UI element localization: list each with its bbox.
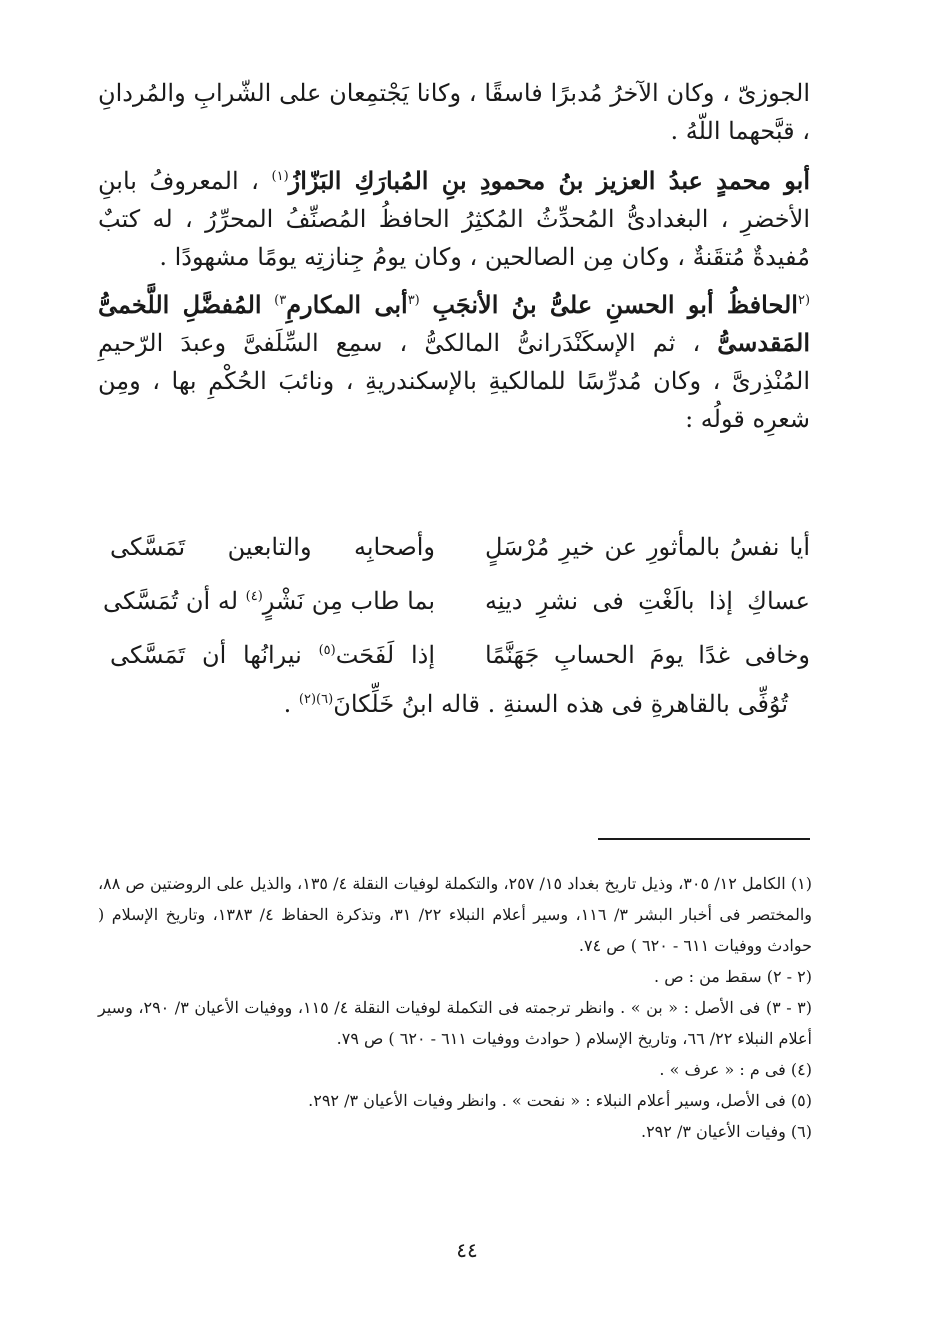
footnotes [98,868,812,1147]
footnote-ref-5: (٥) [318,643,336,658]
paragraph-1: الجوزىّ ، وكان الآخرُ مُدبرًا فاسقًا ، وكانا يَجْتمِعان على الشّرابِ والمُردانِ ، قبَّحهما اللّهُ . [98,79,810,145]
verse-3-second-part-b: نيرانُها أن تَمَسَّكى [110,641,302,669]
biography-text-ali: ، ثم الإسكَنْدَرانىُّ المالكىُّ ، سمِع السِّلَفىَّ وعبدَ الرّحيمِ المُنْذِرىَّ ، وكان مُدرِّسًا للمالكيةِ بالإسكندريةِ ، ونائبَ الحُكْمِ بها ، ومِن شعرِه قولُه : [98,329,810,433]
closing-line [98,690,810,718]
biography-text-abdulaziz: ، المعروفُ بابنِ الأخضرِ ، البغدادىُّ المُحدِّثُ المُكثِرُ الحافظُ المُصنِّفُ المحرِّرُ ، له كتبٌ مُفيدةٌ مُتقَنةٌ ، وكان مِن الصالحين ، وكان يومُ جِنازتِه يومًا مشهودًا . [98,167,810,271]
footnote-ref-3-close: ٣) [274,293,287,308]
verse-2-second-hemistich [103,587,435,615]
verse-1-first-hemistich: أيا نفسُ بالمأثورِ عن خيرِ مُرْسَلٍ [485,533,810,561]
paragraph-3 [98,286,810,438]
verse-1-second-hemistich: وأصحابِه والتابعين تَمَسَّكى [110,533,435,561]
footnote-1: (١) الكامل ١٢/ ٣٠٥، وذيل تاريخ بغداد ١٥/ ٢٥٧، والتكملة لوفيات النقلة ٤/ ١٣٥، والذيل على الروضتين ص ٨٨، والمختصر فى أخبار البشر ٣/ ١١٦، وسير أعلام النبلاء ٢٢/ ٣١، وتذكرة الحفاظ ٤/ ١٣٨٣، وتاريخ الإسلام ( حوادث ووفيات ٦١١ - ٦٢٠ ) ص ٧٤. [98,874,813,955]
poem-verse-3 [110,628,810,682]
poem-verse-2 [103,574,810,628]
poem-verse-1 [110,520,810,574]
page-number: ٤٤ [456,1238,478,1262]
biography-name-ali-b: أبى المكارمِ [286,290,408,319]
closing-text: تُوُفِّى بالقاهرةِ فى هذه السنةِ . قاله ابنُ خَلِّكانَ [333,690,788,718]
footnote-ref-3-open: (٣ [407,293,420,308]
biography-name-ali-c: المُفضَّلِ اللَّخمىُّ المَقدسىُّ [98,290,810,357]
main-text [98,74,810,448]
paragraph-2 [98,162,810,276]
verse-3-second-hemistich [110,641,435,669]
footnote-6: (٦) وفيات الأعيان ٣/ ٢٩٢. [640,1122,812,1141]
footnote-ref-1: (١) [271,169,289,184]
verse-2-second-part-a: بما طاب مِن نَشْرٍ [262,587,435,615]
footnote-ref-6: (٦)(٢) [298,692,334,707]
footnote-5: (٥) فى الأصل، وسير أعلام النبلاء : « نفحت » . وانظر وفيات الأعيان ٣/ ٢٩٢. [308,1091,812,1110]
biography-name-ali-a: الحافظُ أبو الحسنِ علىُّ بنُ الأنجَبِ [432,290,798,319]
footnote-ref-4: (٤) [245,589,263,604]
biography-name-abdulaziz: أبو محمدٍ عبدُ العزيز بنُ محمودِ بنِ المُبارَكِ البَزّازُ [288,166,810,195]
verse-3-second-part-a: إذا لَفَحَت [335,641,435,669]
closing-period: . [283,690,292,718]
footnote-2: (٢ - ٢) سقط من : ص . [654,967,812,986]
footnote-4: (٤) فى م : « عرف » . [659,1060,812,1079]
verse-2-first-hemistich: عساكِ إذا بالَغْتِ فى نشرِ دينِه [485,587,810,615]
footnote-3: (٣ - ٣) فى الأصل : « بن » . وانظر ترجمته فى التكملة لوفيات النقلة ٤/ ١١٥، ووفيات الأعيان ٣/ ٢٩٠، وسير أعلام النبلاء ٢٢/ ٦٦، وتاريخ الإسلام ( حوادث ووفيات ٦١١ - ٦٢٠ ) ص ٧٩. [98,998,812,1048]
footnote-ref-2-open: (٢ [797,293,811,308]
footnote-separator [598,838,810,840]
poem [103,520,810,682]
verse-3-first-hemistich: وخافى غدًا يومَ الحسابِ جَهَنَّمًا [485,641,810,669]
verse-2-second-part-b: له أن تُمَسَّكى [103,587,238,615]
